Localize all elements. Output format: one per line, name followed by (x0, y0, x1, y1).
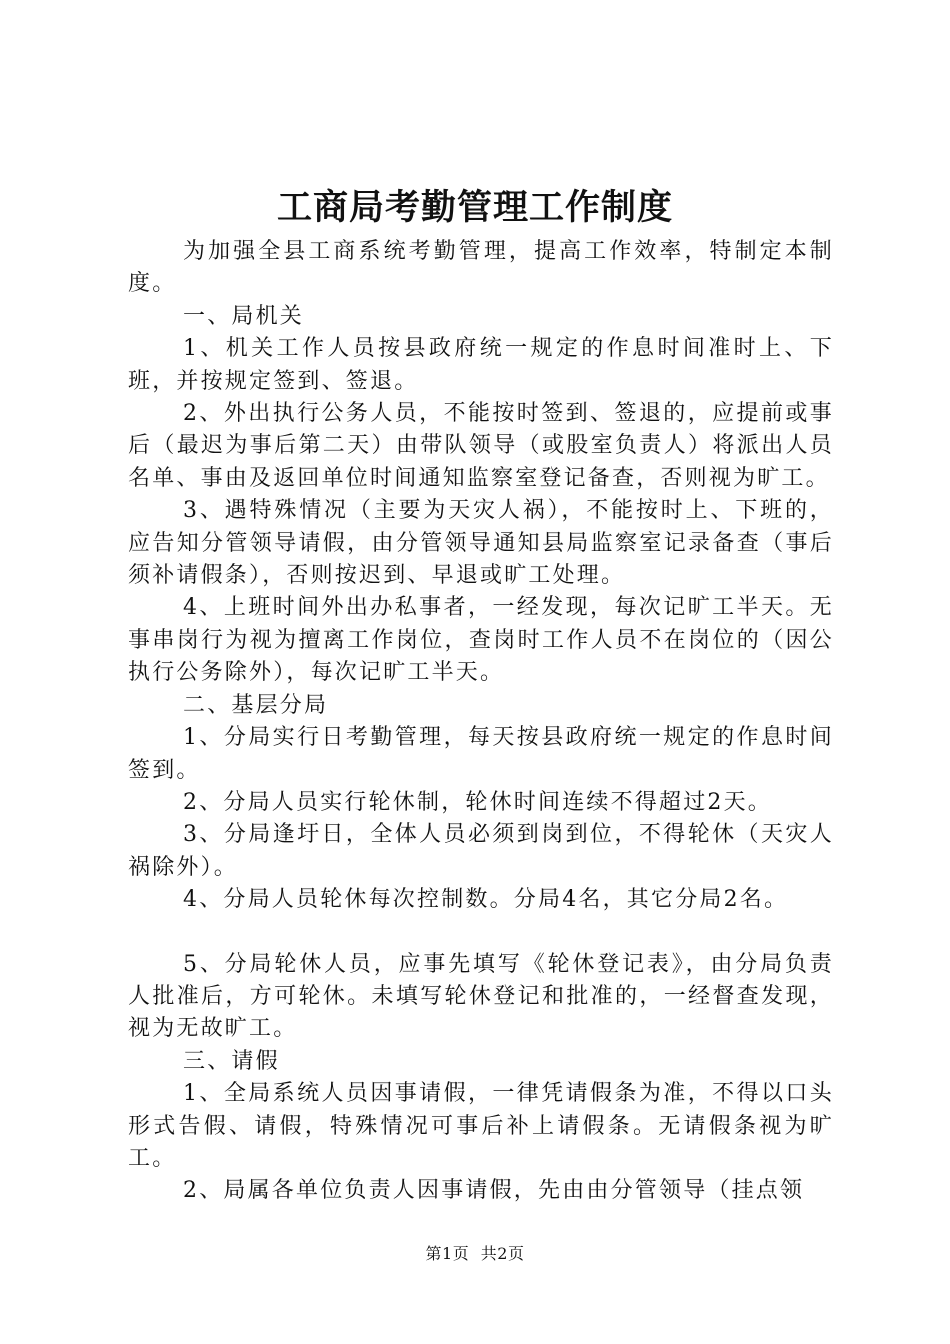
paragraph-2-5: 5、分局轮休人员，应事先填写《轮休登记表》，由分局负责人批准后，方可轮休。未填写轮休登记和批准的，一经督查发现，视为无故旷工。 (128, 951, 834, 1042)
paragraph-1-2: 2、外出执行公务人员，不能按时签到、签退的，应提前或事后（最迟为事后第二天）由带队领导（或股室负责人）将派出人员名单、事由及返回单位时间通知监察室登记备查，否则视为旷工。 (128, 401, 834, 491)
paragraph-1-4: 4、上班时间外出办私事者，一经发现，每次记旷工半天。无事串岗行为视为擅离工作岗位，查岗时工作人员不在岗位的（因公执行公务除外），每次记旷工半天。 (128, 595, 834, 686)
document-body (128, 236, 834, 1208)
paragraph-2-2: 2、分局人员实行轮休制，轮休时间连续不得超过2天。 (183, 789, 772, 815)
document-title: 工商局考勤管理工作制度 (276, 187, 673, 228)
paragraph-1-1: 1、机关工作人员按县政府统一规定的作息时间准时上、下班，并按规定签到、签退。 (128, 336, 834, 394)
section-heading-3: 三、请假 (183, 1048, 280, 1074)
paragraph-intro: 为加强全县工商系统考勤管理，提高工作效率，特制定本制度。 (128, 239, 834, 297)
section-heading-1: 一、局机关 (183, 303, 305, 329)
paragraph-3-1: 1、全局系统人员因事请假，一律凭请假条为准，不得以口头形式告假、请假，特殊情况可事后补上请假条。无请假条视为旷工。 (128, 1081, 834, 1171)
paragraph-2-3: 3、分局逢圩日，全体人员必须到岗到位，不得轮休（天灾人祸除外）。 (128, 822, 834, 880)
paragraph-2-1: 1、分局实行日考勤管理，每天按县政府统一规定的作息时间签到。 (128, 725, 834, 783)
page-footer: 第1页 共2页 (425, 1244, 525, 1263)
paragraph-2-4: 4、分局人员轮休每次控制数。分局4名，其它分局2名。 (183, 887, 789, 913)
paragraph-3-2: 2、局属各单位负责人因事请假，先由由分管领导（挂点领 (183, 1178, 805, 1204)
paragraph-1-3: 3、遇特殊情况（主要为天灾人祸），不能按时上、下班的，应告知分管领导请假，由分管领导通知县局监察室记录备查（事后须补请假条），否则按迟到、早退或旷工处理。 (128, 498, 834, 589)
section-heading-2: 二、基层分局 (183, 692, 329, 718)
